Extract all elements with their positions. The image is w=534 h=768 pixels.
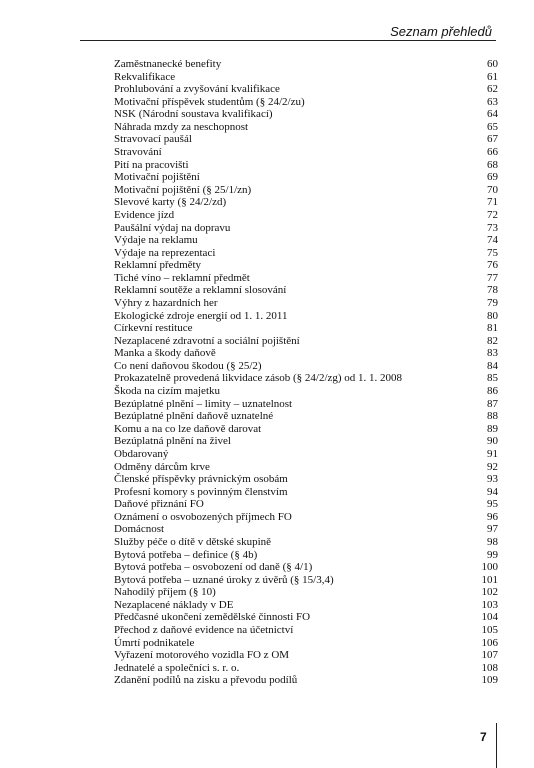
toc-entry-page: 99 (487, 548, 498, 561)
toc-entry-page: 92 (487, 460, 498, 473)
toc-entry-page: 78 (487, 284, 498, 297)
toc-entry (114, 398, 498, 411)
toc-entry-page: 82 (487, 334, 498, 347)
toc-entry-title: Pití na pracovišti (114, 158, 189, 171)
toc-entry-title: Motivační příspěvek studentům (§ 24/2/zu) (114, 95, 305, 108)
toc-entry (114, 662, 498, 675)
toc-entry-title: Co není daňovou škodou (§ 25/2) (114, 359, 262, 372)
toc-entry-page: 105 (481, 624, 498, 637)
toc-entry (114, 284, 498, 297)
toc-entry-title: Motivační pojištění (§ 25/1/zn) (114, 183, 252, 196)
toc-entry (114, 247, 498, 260)
toc-entry (114, 599, 498, 612)
toc-entry (114, 498, 498, 511)
toc-entry (114, 259, 498, 272)
toc-entry-page: 81 (487, 322, 498, 335)
page-number: 7 (480, 730, 487, 744)
toc-entry-title: Stravování (114, 146, 162, 159)
toc-entry (114, 574, 498, 587)
toc-entry-page: 69 (487, 171, 498, 184)
toc-entry-title: Obdarovaný (114, 447, 169, 460)
header-divider (80, 40, 496, 41)
toc-entry-title: Členské příspěvky právnickým osobám (114, 473, 288, 486)
toc-entry (114, 234, 498, 247)
toc-entry-title: Motivační pojištění (114, 171, 200, 184)
toc-entry-title: Výdaje na reklamu (114, 234, 198, 247)
toc-entry (114, 461, 498, 474)
toc-entry-page: 109 (481, 674, 498, 687)
toc-entry-title: Bytová potřeba – uznané úroky z úvěrů (§ 15/3,4) (114, 573, 334, 586)
toc-entry (114, 385, 498, 398)
toc-entry-page: 73 (487, 221, 498, 234)
toc-entry-page: 74 (487, 234, 498, 247)
toc-entry-title: Výdaje na reprezentaci (114, 246, 216, 259)
toc-entry-title: Jednatelé a společníci s. r. o. (114, 661, 240, 674)
toc-entry-page: 96 (487, 510, 498, 523)
header-title: Seznam přehledů (390, 24, 492, 39)
toc-entry-title: Zaměstnanecké benefity (114, 58, 222, 70)
toc-entry-title: Ekologické zdroje energií od 1. 1. 2011 (114, 309, 288, 322)
toc-entry-page: 68 (487, 158, 498, 171)
toc-entry-page: 64 (487, 108, 498, 121)
toc-entry-title: Výhry z hazardních her (114, 296, 218, 309)
toc-entry-title: Nezaplacené zdravotní a sociální pojištění (114, 334, 300, 347)
toc-entry-page: 98 (487, 535, 498, 548)
toc-entry-title: Oznámení o osvobozených příjmech FO (114, 510, 292, 523)
toc-entry-page: 104 (481, 611, 498, 624)
toc-entry (114, 360, 498, 373)
toc-entry-page: 80 (487, 309, 498, 322)
toc-entry (114, 549, 498, 562)
toc-entry-title: Přechod z daňové evidence na účetnictví (114, 624, 294, 637)
toc-entry-title: Reklamní předměty (114, 259, 202, 272)
toc-entry-page: 95 (487, 498, 498, 511)
toc-entry (114, 121, 498, 134)
toc-entry-page: 94 (487, 485, 498, 498)
toc-entry-title: Manka a škody daňově (114, 347, 216, 360)
toc-entry-title: Bezúplatná plnění na živel (114, 435, 231, 448)
toc-entry (114, 410, 498, 423)
toc-entry (114, 523, 498, 536)
toc-entry (114, 372, 498, 385)
toc-entry-page: 106 (481, 636, 498, 649)
toc-entry (114, 649, 498, 662)
toc-entry (114, 536, 498, 549)
toc-entry (114, 146, 498, 159)
toc-entry (114, 209, 498, 222)
toc-entry-page: 62 (487, 83, 498, 96)
toc-entry-page: 77 (487, 271, 498, 284)
toc-entry-page: 102 (481, 586, 498, 599)
toc-entry-title: Bytová potřeba – definice (§ 4b) (114, 548, 258, 561)
toc-entry-title: Profesní komory s povinným členstvím (114, 485, 288, 498)
table-of-contents (114, 58, 498, 687)
toc-entry-title: Bytová potřeba – osvobození od daně (§ 4/1) (114, 561, 313, 574)
toc-entry (114, 611, 498, 624)
toc-entry (114, 637, 498, 650)
toc-entry (114, 586, 498, 599)
toc-entry-title: Nahodilý příjem (§ 10) (114, 586, 216, 599)
toc-entry-title: Stravovací paušál (114, 133, 192, 146)
toc-entry-title: Prokazatelně provedená likvidace zásob (§ 24/2/zg) od 1. 1. 2008 (114, 372, 403, 385)
toc-entry (114, 297, 498, 310)
toc-entry-page: 70 (487, 183, 498, 196)
toc-entry-page: 63 (487, 95, 498, 108)
toc-entry-page: 107 (481, 649, 498, 662)
toc-entry (114, 159, 498, 172)
toc-entry-page: 61 (487, 70, 498, 83)
toc-entry-title: Odměny dárcům krve (114, 460, 210, 473)
toc-entry-page: 89 (487, 422, 498, 435)
toc-entry-title: Náhrada mzdy za neschopnost (114, 120, 249, 133)
toc-entry-page: 103 (481, 598, 498, 611)
toc-entry-page: 66 (487, 146, 498, 159)
toc-entry-page: 85 (487, 372, 498, 385)
toc-entry (114, 448, 498, 461)
toc-entry (114, 310, 498, 323)
toc-entry-page: 79 (487, 296, 498, 309)
toc-entry-title: Zdanění podílů na zisku a převodu podílů (114, 674, 298, 687)
toc-entry (114, 473, 498, 486)
toc-entry-title: Předčasné ukončení zemědělské činnosti FO (114, 611, 311, 624)
toc-entry (114, 335, 498, 348)
toc-entry-title: Bezúplatné plnění – limity – uznatelnost (114, 397, 293, 410)
toc-entry-title: Vyřazení motorového vozidla FO z OM (114, 649, 290, 662)
toc-entry (114, 511, 498, 524)
toc-entry (114, 83, 498, 96)
toc-entry (114, 196, 498, 209)
toc-entry-title: Církevní restituce (114, 322, 193, 335)
toc-entry-title: Komu a na co lze daňově darovat (114, 422, 262, 435)
toc-entry-page: 91 (487, 447, 498, 460)
toc-entry (114, 486, 498, 499)
toc-entry (114, 222, 498, 235)
toc-entry-page: 101 (481, 573, 498, 586)
toc-entry (114, 624, 498, 637)
toc-entry-page: 67 (487, 133, 498, 146)
toc-entry-title: Nezaplacené náklady v DE (114, 598, 234, 611)
toc-entry (114, 272, 498, 285)
toc-entry-page: 84 (487, 359, 498, 372)
toc-entry (114, 108, 498, 121)
toc-entry (114, 71, 498, 84)
toc-entry (114, 184, 498, 197)
toc-entry-page: 75 (487, 246, 498, 259)
toc-entry-title: Daňové přiznání FO (114, 498, 204, 511)
toc-entry-page: 93 (487, 473, 498, 486)
toc-entry-page: 65 (487, 120, 498, 133)
toc-entry-title: Domácnost (114, 523, 165, 536)
toc-entry-page: 108 (481, 661, 498, 674)
footer-divider (496, 723, 497, 768)
toc-entry-page: 76 (487, 259, 498, 272)
toc-entry-title: Škoda na cizím majetku (114, 385, 220, 398)
toc-entry (114, 58, 498, 71)
toc-entry-page: 100 (481, 561, 498, 574)
toc-entry-title: Bezúplatné plnění daňově uznatelné (114, 410, 274, 423)
toc-entry-title: Evidence jízd (114, 208, 175, 221)
toc-entry-page: 86 (487, 385, 498, 398)
toc-entry-title: Rekvalifikace (114, 70, 176, 83)
toc-entry-title: Tiché víno – reklamní předmět (114, 271, 250, 284)
toc-entry (114, 423, 498, 436)
toc-entry-page: 83 (487, 347, 498, 360)
toc-entry-page: 72 (487, 208, 498, 221)
toc-entry-title: Služby péče o dítě v dětské skupině (114, 535, 272, 548)
toc-entry-title: NSK (Národní soustava kvalifikací) (114, 108, 273, 121)
toc-entry (114, 674, 498, 687)
toc-entry-page: 71 (487, 196, 498, 209)
toc-entry (114, 435, 498, 448)
toc-entry-title: Úmrtí podnikatele (114, 636, 195, 649)
toc-entry-page: 60 (487, 58, 498, 70)
toc-entry (114, 96, 498, 109)
toc-entry (114, 322, 498, 335)
toc-entry-page: 87 (487, 397, 498, 410)
toc-entry-title: Prohlubování a zvyšování kvalifikace (114, 83, 280, 96)
toc-entry-page: 97 (487, 523, 498, 536)
toc-entry-title: Reklamní soutěže a reklamní slosování (114, 284, 287, 297)
toc-entry-title: Slevové karty (§ 24/2/zd) (114, 196, 227, 209)
toc-entry-page: 90 (487, 435, 498, 448)
toc-entry (114, 347, 498, 360)
toc-entry (114, 171, 498, 184)
toc-entry-title: Paušální výdaj na dopravu (114, 221, 231, 234)
toc-entry-page: 88 (487, 410, 498, 423)
toc-entry (114, 561, 498, 574)
toc-entry (114, 133, 498, 146)
